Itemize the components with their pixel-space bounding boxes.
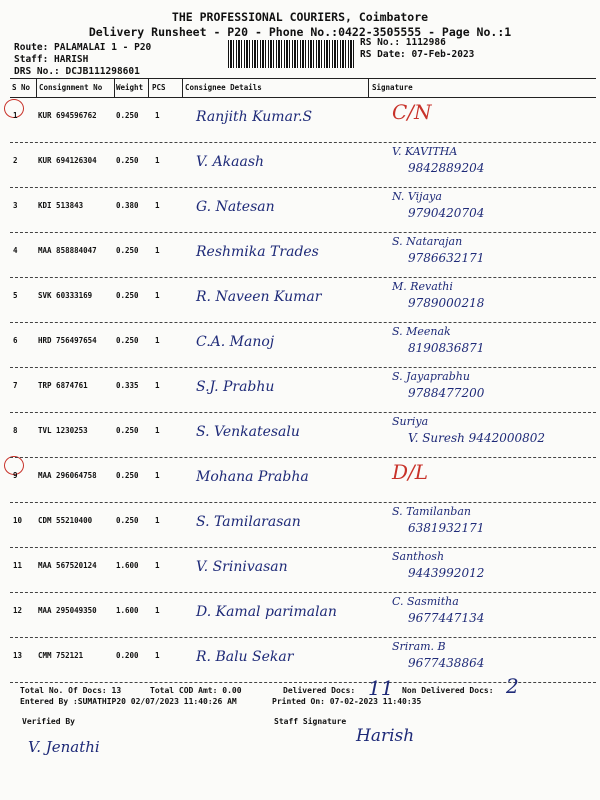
row-weight: 0.250	[116, 426, 139, 435]
row-weight: 0.200	[116, 651, 139, 660]
row-separator	[10, 277, 596, 278]
row-signature-phone: 9842889204	[408, 161, 485, 175]
total-cod: Total COD Amt: 0.00	[150, 686, 242, 695]
col-pcs: PCS	[152, 83, 166, 92]
row-signature: M. Revathi	[392, 280, 453, 293]
row-weight: 0.335	[116, 381, 139, 390]
non-delivered-count: 2	[506, 674, 519, 698]
row-signature: C. Sasmitha	[392, 595, 459, 608]
row-weight: 0.250	[116, 291, 139, 300]
row-signature-phone: 9789000218	[408, 296, 485, 310]
row-pcs: 1	[155, 156, 160, 165]
row-sno: 13	[13, 651, 23, 660]
row-weight: 0.250	[116, 156, 139, 165]
row-sno: 3	[13, 201, 18, 210]
row-consignment-no: CDM 55210400	[38, 516, 93, 525]
row-sno: 7	[13, 381, 18, 390]
row-sno: 6	[13, 336, 18, 345]
col-weight: Weight	[116, 83, 144, 92]
row-consignment-no: KDI 513843	[38, 201, 84, 210]
row-signature: D/L	[392, 460, 429, 484]
row-sno: 8	[13, 426, 18, 435]
row-consignee-details: Reshmika Trades	[196, 244, 319, 260]
row-signature-phone: V. Suresh 9442000802	[408, 431, 546, 445]
row-signature-phone: 9790420704	[408, 206, 485, 220]
row-signature: Sriram. B	[392, 640, 446, 653]
row-signature-phone: 9677447134	[408, 611, 485, 625]
row-consignment-no: CMM 752121	[38, 651, 84, 660]
row-separator	[10, 232, 596, 233]
non-delivered-docs: Non Delivered Docs:	[402, 686, 494, 695]
row-consignee-details: S.J. Prabhu	[196, 379, 275, 395]
row-pcs: 1	[155, 201, 160, 210]
row-signature: C/N	[392, 100, 432, 124]
verifier-signature: V. Jenathi	[28, 738, 100, 756]
col-consignee: Consignee Details	[185, 83, 262, 92]
route-label: Route: PALAMALAI 1 - P20	[14, 42, 152, 53]
delivered-count: 11	[368, 676, 394, 700]
row-pcs: 1	[155, 651, 160, 660]
row-separator	[10, 322, 596, 323]
col-sno: S No	[12, 83, 31, 92]
row-weight: 0.250	[116, 516, 139, 525]
row-signature-phone: 9443992012	[408, 566, 485, 580]
runsheet-table	[10, 78, 596, 683]
col-consignment: Consignment No	[39, 83, 103, 92]
row-consignee-details: S. Venkatesalu	[196, 424, 300, 440]
row-consignee-details: C.A. Manoj	[196, 334, 275, 350]
row-consignment-no: MAA 567520124	[38, 561, 97, 570]
row-consignment-no: TRP 6874761	[38, 381, 88, 390]
row-separator	[10, 547, 596, 548]
row-weight: 0.250	[116, 111, 139, 120]
row-sno: 10	[13, 516, 23, 525]
row-signature: N. Vijaya	[392, 190, 442, 203]
row-pcs: 1	[155, 516, 160, 525]
row-consignee-details: Ranjith Kumar.S	[196, 109, 313, 125]
row-signature: S. Meenak	[392, 325, 451, 338]
row-separator	[10, 457, 596, 458]
row-pcs: 1	[155, 291, 160, 300]
row-sno: 2	[13, 156, 18, 165]
staff-handwritten-signature: Harish	[356, 726, 415, 746]
row-separator	[10, 592, 596, 593]
row-sno: 9	[13, 471, 18, 480]
row-consignee-details: S. Tamilarasan	[196, 514, 301, 530]
row-sno: 5	[13, 291, 18, 300]
drs-number: DRS No.: DCJB111298601	[14, 66, 140, 77]
row-separator	[10, 142, 596, 143]
row-consignee-details: V. Akaash	[196, 154, 265, 170]
row-pcs: 1	[155, 111, 160, 120]
row-separator	[10, 367, 596, 368]
row-weight: 0.250	[116, 336, 139, 345]
row-separator	[10, 412, 596, 413]
row-signature: S. Jayaprabhu	[392, 370, 470, 383]
row-consignee-details: R. Naveen Kumar	[196, 289, 322, 305]
row-consignee-details: G. Natesan	[196, 199, 275, 215]
row-signature: Suriya	[392, 415, 429, 428]
row-weight: 1.600	[116, 606, 139, 615]
row-consignee-details: Mohana Prabha	[196, 469, 309, 485]
row-pcs: 1	[155, 561, 160, 570]
row-sno: 4	[13, 246, 18, 255]
total-docs: Total No. Of Docs: 13	[20, 686, 122, 695]
runsheet-subtitle: Delivery Runsheet - P20 - Phone No.:0422-3505555 - Page No.:1	[88, 25, 512, 39]
row-signature: Santhosh	[392, 550, 445, 563]
row-weight: 1.600	[116, 561, 139, 570]
row-signature-phone: 9786632171	[408, 251, 485, 265]
row-sno: 12	[13, 606, 23, 615]
company-title: THE PROFESSIONAL COURIERS, Coimbatore	[171, 10, 429, 24]
delivered-docs: Delivered Docs:	[283, 686, 356, 695]
row-signature-phone: 9788477200	[408, 386, 485, 400]
row-signature: S. Natarajan	[392, 235, 463, 248]
row-consignee-details: D. Kamal parimalan	[196, 604, 337, 620]
row-weight: 0.380	[116, 201, 139, 210]
row-signature-phone: 8190836871	[408, 341, 485, 355]
row-pcs: 1	[155, 381, 160, 390]
row-signature-phone: 6381932171	[408, 521, 485, 535]
row-consignment-no: KUR 694126304	[38, 156, 97, 165]
row-consignment-no: MAA 295049350	[38, 606, 97, 615]
staff-label: Staff: HARISH	[14, 54, 89, 65]
printed-on: Printed On: 07-02-2023 11:40:35	[272, 697, 422, 706]
rs-number: RS No.: 1112986	[360, 37, 446, 48]
row-consignment-no: SVK 60333169	[38, 291, 93, 300]
row-pcs: 1	[155, 426, 160, 435]
staff-signature-label: Staff Signature	[274, 717, 347, 726]
row-separator	[10, 502, 596, 503]
row-sno: 1	[13, 111, 18, 120]
row-consignment-no: KUR 694596762	[38, 111, 97, 120]
rs-date: RS Date: 07-Feb-2023	[360, 49, 475, 60]
row-consignment-no: TVL 1230253	[38, 426, 88, 435]
row-consignee-details: V. Srinivasan	[196, 559, 288, 575]
barcode	[228, 40, 354, 68]
row-pcs: 1	[155, 471, 160, 480]
row-sno: 11	[13, 561, 23, 570]
row-separator	[10, 187, 596, 188]
row-consignment-no: HRD 756497654	[38, 336, 97, 345]
verified-by-label: Verified By	[22, 717, 75, 726]
row-pcs: 1	[155, 606, 160, 615]
row-pcs: 1	[155, 336, 160, 345]
entered-by: Entered By :SUMATHIP20 02/07/2023 11:40:26 AM	[20, 697, 237, 706]
row-consignment-no: MAA 296064758	[38, 471, 97, 480]
row-signature: S. Tamilanban	[392, 505, 471, 518]
row-separator	[10, 637, 596, 638]
row-consignee-details: R. Balu Sekar	[196, 649, 294, 665]
col-signature: Signature	[372, 83, 413, 92]
row-weight: 0.250	[116, 471, 139, 480]
row-consignment-no: MAA 858884047	[38, 246, 97, 255]
row-signature: V. KAVITHA	[392, 145, 458, 158]
row-signature-phone: 9677438864	[408, 656, 485, 670]
row-pcs: 1	[155, 246, 160, 255]
row-weight: 0.250	[116, 246, 139, 255]
